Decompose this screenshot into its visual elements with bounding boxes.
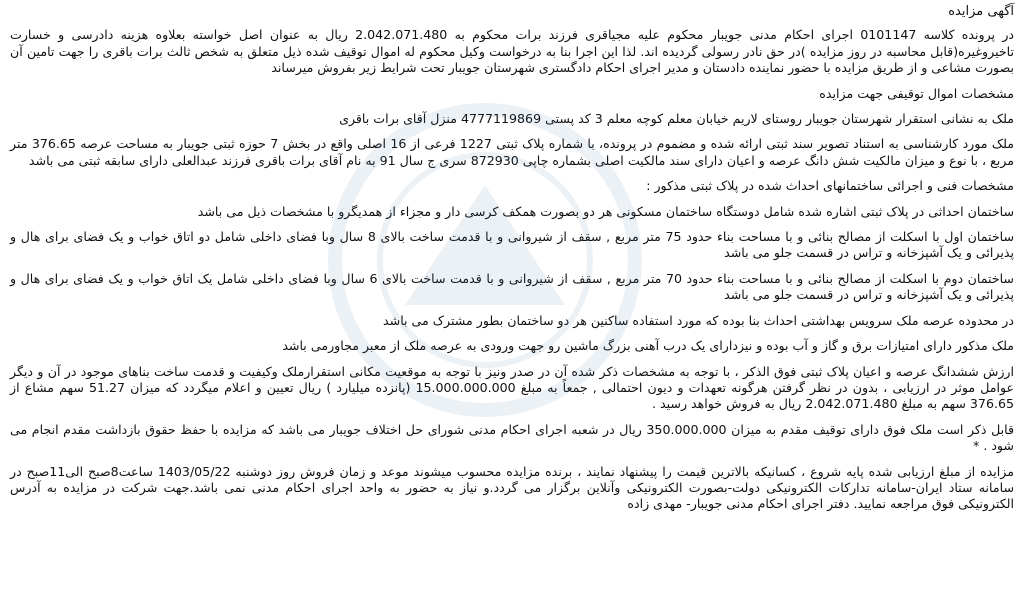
property-address-paragraph: ملک به نشانی استقرار شهرستان جویبار روستای لاریم خیابان معلم کوچه معلم 3 کد پستی 4777119869 منزل آقای برات باقری xyxy=(339,111,1014,127)
notice-title: آگهی مزایده xyxy=(948,4,1014,19)
utilities-paragraph: ملک مذکور دارای امتیازات برق و گاز و آب بوده و نیزدارای یک درب آهنی بزرگ ماشین رو جهت ورودی به عرصه ملک از معبر مجاورمی باشد xyxy=(282,338,1014,354)
second-building-paragraph: ساختمان دوم با اسکلت از مصالح بنائی و با مساحت بناء حدود 70 متر مربع , سقف از شیروانی و با قدمت ساخت بالای 6 سال وبا فضای داخلی شامل یک اتاق خواب و یک فضای برای هال و پذیرائی و یک آشپزخانه و تراس در قسمت جلو می باشد xyxy=(10,270,1014,303)
buildings-overview-paragraph: ساختمان احداثی در پلاک ثبتی اشاره شده شامل دوستگاه ساختمان مسکونی هر دو بصورت همکف کرسی دار و مجزاء از همدیگرو با مشخصات ذیل می باشد xyxy=(197,203,1014,219)
prior-seizure-paragraph: قابل ذکر است ملک فوق دارای توقیف مقدم به میزان 350.000.000 ریال در شعبه اجرای احکام مدنی شورای حل اختلاف جویبار می باشد که مزایده با حفظ حقوق بازداشت مقدم انجام می شود . * xyxy=(10,421,1014,454)
sanitary-service-paragraph: در محدوده عرصه ملک سرویس بهداشتی احداث بنا بوده که مورد استفاده ساکنین هر دو ساختمان بطور مشترک می باشد xyxy=(383,312,1014,328)
first-building-paragraph: ساختمان اول با اسکلت از مصالح بنائی و با مساحت بناء حدود 75 متر مربع , سقف از شیروانی و با قدمت ساخت بالای 8 سال وبا فضای داخلی شامل دو اتاق خواب و یک فضای برای هال و پذیرائی و یک آشپزخانه و تراس در قسمت جلو می باشد xyxy=(10,229,1015,261)
technical-specs-heading: مشخصات فنی و اجرائی ساختمانهای احداث شده در پلاک ثبتی مذکور : xyxy=(646,178,1014,194)
case-intro-paragraph: در پرونده کلاسه 0101147 اجرای احکام مدنی جویبار محکوم علیه مجیاقری فرزند برات محکوم به 2.042.071.480 ریال به عنوان اصل خواسته بعلاوه هزینه دادرسی و خسارت تاخیروغیره(قابل محاسبه در روز مزایده )در حق نادر رسولی گردیده اند. لذا این اجرا بنا به درخواست وکیل محکوم له اموال توقیف شده ذیل متعلق به شخص ثالث برات باقری را جهت تامین آن بصورت مشاعی و از طریق مزایده با حضور نماینده دادستان و مدیر اجرای احکام دادگستری شهرستان جویبار تحت شرایط زیر بفروش میرساند xyxy=(10,27,1015,76)
registry-details-paragraph: ملک مورد کارشناسی به استناد تصویر سند ثبتی ارائه شده و مضموم در پرونده، با شماره پلاک ثبتی 1227 فرعی از 16 اصلی واقع در بخش 7 حوزه ثبتی جویبار به مساحت عرصه 376.65 متر مربع ، با نوع و میزان مالکیت شش دانگ عرصه و اعیان دارای سند مالکیت اصلی بشماره چاپی 872930 سری ج سال 91 به نام آقای برات باقری فرزند عبدالعلی دارای سابقه ثبتی می باشد xyxy=(10,136,1015,168)
auction-terms-paragraph: مزایده از مبلغ ارزیابی شده پایه شروع ، کسانیکه بالاترین قیمت را پیشنهاد نمایند ، برنده مزایده محسوب میشوند موعد و زمان فروش روز دوشنبه 1403/05/22 ساعت8صبح الی11صبح در سامانه ستاد ایران-سامانه تدارکات الکترونیکی دولت-بصورت الکترونیکی وآنلاین برگزار می گردد.و نیاز به حضور به واحد اجرای احکام مدنی نمی باشد.جهت شرکت در مزایده به آدرس الکترونیکی فوق مراجعه نمایید. دفتر اجرای احکام مدنی جویبار- مهدی زاده xyxy=(10,463,1014,512)
seized-property-heading: مشخصات اموال توقیفی جهت مزایده xyxy=(819,85,1014,101)
valuation-paragraph: ارزش ششدانگ عرصه و اعیان پلاک ثبتی فوق الذکر ، با توجه به مشخصات ذکر شده آن در صدر ونیز با توجه به موقعیت مکانی استقرارملک وکیفیت و قدمت ساخت بناهای موجود در آن و دیگر عوامل موثر در ارزیابی ، بدون در نظر گرفتن هرگونه تعهدات و دیون احتمالی , جمعاً به مبلغ 15.000.000.000 (پانزده میلیارد ) ریال تعیین و اعلام میگردد که میزان 51.27 سهم مشاع از 376.65 سهم به مبلغ 2.042.071.480 ریال به فروش خواهد رسید . xyxy=(10,363,1014,412)
